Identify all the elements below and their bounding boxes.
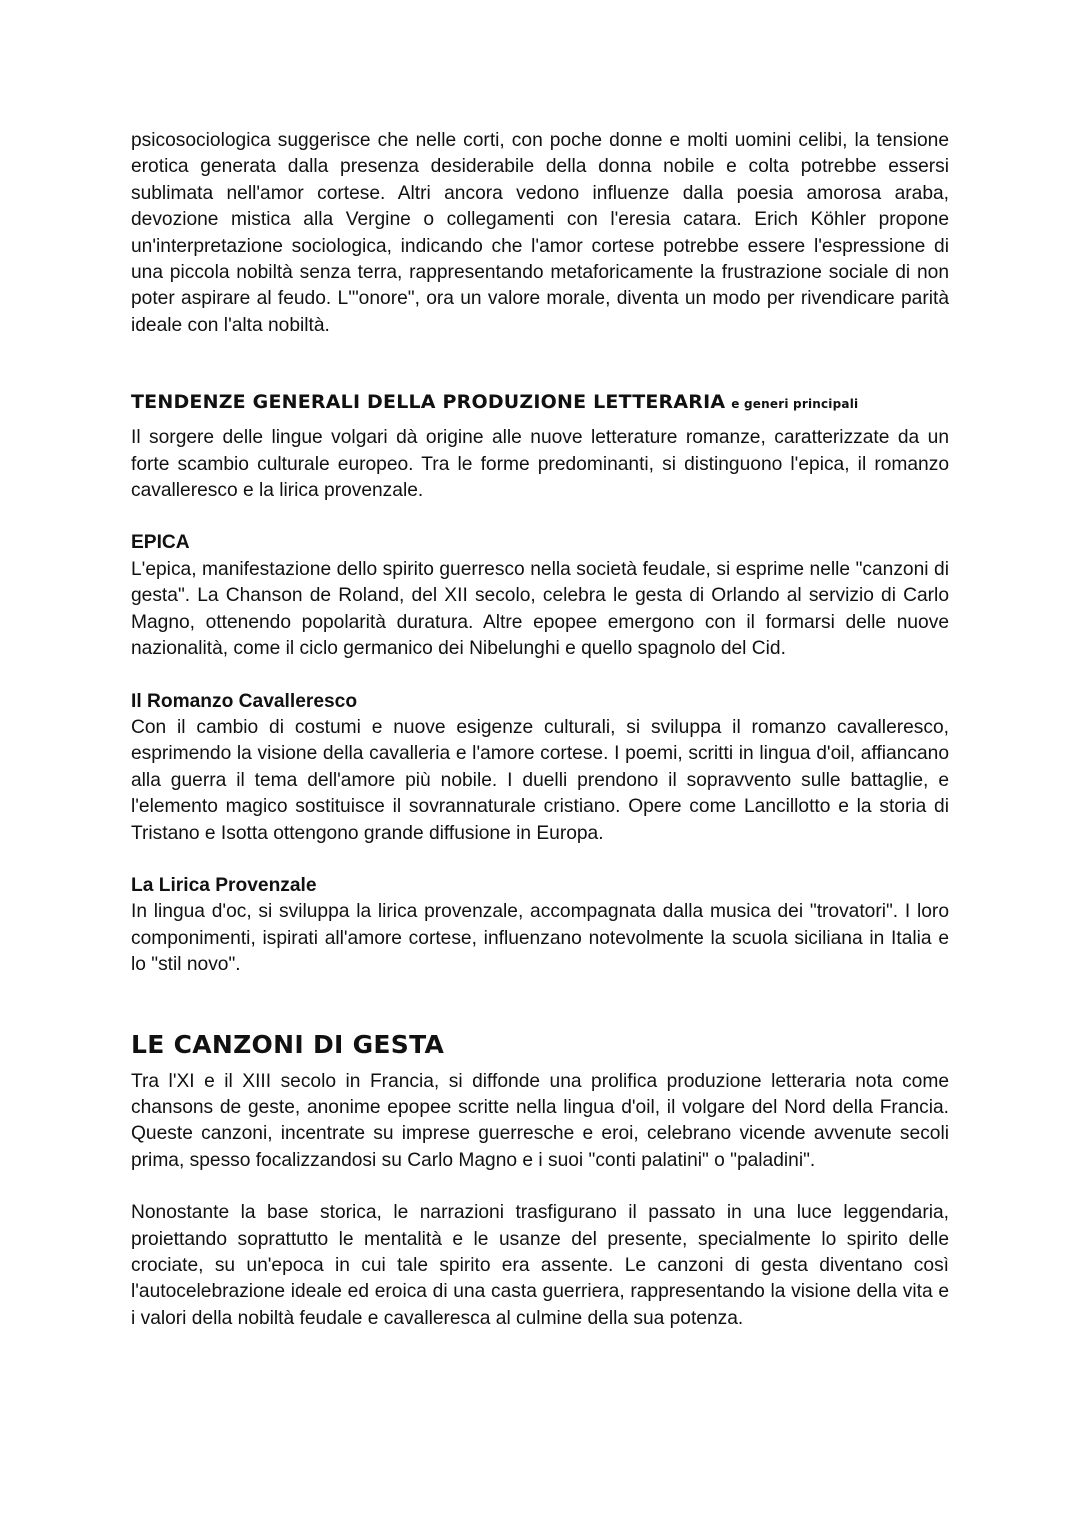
intro-paragraph: psicosociologica suggerisce che nelle corti, con poche donne e molti uomini celibi, la tensione erotica generata dalla presenza desiderabile della donna nobile e colta potrebbe essersi sublimata nell'amor cortese. Altri ancora vedono influenze dalla poesia amorosa araba, devozione mistica alla Vergine o collegamenti con l'eresia catara. Erich Köhler propone un'interpretazione sociologica, indicando che l'amor cortese potrebbe essere l'espressione di una piccola nobiltà senza terra, rappresentando metaforicamente la frustrazione sociale di non poter aspirare al feudo. L'"onore", ora un valore morale, diventa un modo per rivendicare parità ideale con l'alta nobiltà. <box>131 130 949 336</box>
romanzo-heading: Il Romanzo Cavalleresco <box>131 690 358 712</box>
tendenze-heading-text: TENDENZE GENERALI DELLA PRODUZIONE LETTERARIA <box>131 391 726 414</box>
lirica-paragraph: In lingua d'oc, si sviluppa la lirica provenzale, accompagnata dalla musica dei "trovatori". I loro componimenti, ispirati all'amore cortese, influenzano notevolmente la scuola siciliana in Italia e lo "stil novo". <box>131 901 949 976</box>
tendenze-paragraph: Il sorgere delle lingue volgari dà origine alle nuove letterature romanze, caratterizzate da un forte scambio culturale europeo. Tra le forme predominanti, si distinguono l'epica, il romanzo cavalleresco e la lirica provenzale. <box>131 427 949 502</box>
lirica-heading: La Lirica Provenzale <box>131 874 317 896</box>
canzoni-paragraph-1: Tra l'XI e il XIII secolo in Francia, si diffonde una prolifica produzione letteraria nota come chansons de geste, anonime epopee scritte nella lingua d'oil, il volgare del Nord della Francia. Queste canzoni, incentrate su imprese guerresche e eroi, celebrano vicende avvenute secoli prima, spesso focalizzandosi su Carlo Magno e i suoi "conti palatini" o "paladini". <box>131 1070 949 1171</box>
romanzo-paragraph: Con il cambio di costumi e nuove esigenze culturali, si sviluppa il romanzo cavalleresco, esprimendo la visione della cavalleria e l'amore cortese. I poemi, scritti in lingua d'oil, affiancano alla guerra il tema dell'amore più nobile. I duelli prendono il sopravvento sulle battaglie, e l'elemento magico sostituisce il sovrannaturale cristiano. Opere come Lancillotto e la storia di Tristano e Isotta ottengono grande diffusione in Europa. <box>131 716 949 844</box>
tendenze-heading-subtitle: e generi principali <box>731 397 859 412</box>
document-page <box>131 128 949 1332</box>
epica-heading: EPICA <box>131 532 190 554</box>
epica-paragraph: L'epica, manifestazione dello spirito guerresco nella società feudale, si esprime nelle "canzoni di gesta". La Chanson de Roland, del XII secolo, celebra le gesta di Orlando al servizio di Carlo Magno, ottenendo popolarità duratura. Altre epopee emergono con il formarsi delle nuove nazionalità, come il ciclo germanico dei Nibelunghi e quello spagnolo del Cid. <box>131 558 949 660</box>
canzoni-heading: LE CANZONI DI GESTA <box>131 1029 445 1059</box>
canzoni-paragraph-2: Nonostante la base storica, le narrazioni trasfigurano il passato in una luce leggendaria, proiettando soprattutto le mentalità e le usanze del presente, specialmente lo spirito delle crociate, su un'epoca in cui tale spirito era assente. Le canzoni di gesta diventano così l'autocelebrazione ideale ed eroica di una casta guerriera, rappresentando la visione della vita e i valori della nobiltà feudale e cavalleresca al culmine della sua potenza. <box>131 1202 949 1329</box>
tendenze-heading <box>131 389 949 417</box>
